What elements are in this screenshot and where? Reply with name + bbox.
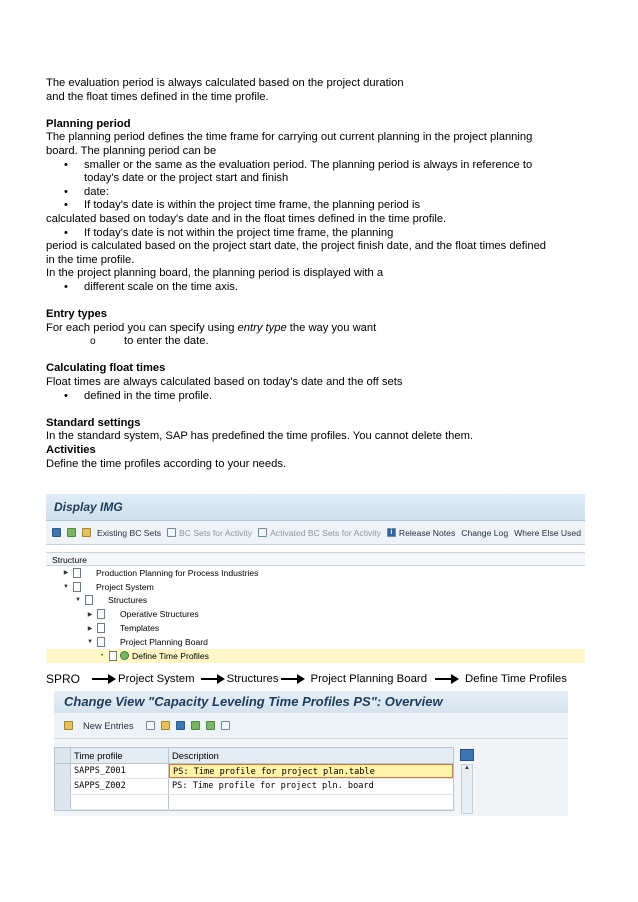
paragraph: In the project planning board, the planning period is displayed with a — [46, 267, 384, 280]
expand-arrow-icon[interactable]: ▶ — [87, 625, 93, 632]
change-log-button[interactable]: Change Log — [461, 527, 509, 538]
collapse-arrow-icon[interactable]: ▼ — [87, 638, 93, 645]
table-row[interactable] — [55, 795, 453, 811]
document-icon — [97, 609, 105, 619]
window-title: Display IMG — [46, 494, 585, 521]
bullet-item: • date: — [46, 186, 586, 200]
arrow-right-icon — [201, 678, 223, 680]
change-view-window — [54, 691, 568, 816]
scroll-up-icon[interactable]: ▲ — [464, 765, 470, 771]
intro-line: and the float times defined in the time profile. — [46, 90, 269, 103]
column-header-time-profile[interactable]: Time profile — [71, 748, 169, 763]
bullet-item: • different scale on the time axis. — [46, 281, 586, 295]
collapse-arrow-icon[interactable]: ▼ — [63, 583, 69, 590]
tree-node[interactable]: ▶ Templates — [87, 623, 160, 634]
column-header-description[interactable]: Description — [172, 750, 219, 761]
path-step: Project System — [118, 673, 195, 685]
execute-clock-icon[interactable] — [120, 651, 129, 660]
bullet-icon: • — [100, 652, 104, 659]
paragraph: period is calculated based on the project start date, the project finish date, and the float times defined — [46, 240, 547, 253]
tree-node-selected[interactable]: • Define Time Profiles — [46, 649, 585, 663]
paragraph: board. The planning period can be — [46, 144, 217, 157]
intro-line: The evaluation period is always calculated based on the project duration — [46, 77, 404, 89]
delete-icon[interactable] — [161, 721, 170, 730]
bc-set-icon — [167, 528, 176, 537]
bc-set-icon — [258, 528, 267, 537]
filter-icon[interactable] — [52, 528, 61, 537]
paragraph: The planning period defines the time frame for carrying out current planning in the project planning — [46, 131, 533, 144]
document-icon — [73, 568, 81, 578]
path-step: Structures — [226, 673, 279, 685]
existing-bc-sets-button[interactable]: Existing BC Sets — [97, 527, 161, 538]
deselect-all-icon[interactable] — [221, 721, 230, 730]
time-profile-cell — [71, 795, 169, 810]
arrow-right-icon — [92, 678, 114, 680]
menu-path — [46, 671, 606, 687]
tree-node[interactable]: ▼ Project System — [63, 581, 154, 592]
table-settings-icon[interactable] — [460, 749, 474, 761]
release-notes-button[interactable]: i Release Notes — [387, 528, 455, 538]
section-heading: Planning period — [46, 117, 131, 130]
expand-arrow-icon[interactable]: ▶ — [63, 570, 69, 577]
bullet-item: • If today's date is within the project time frame, the planning period is — [46, 199, 586, 213]
document-icon — [109, 651, 117, 661]
collapse-arrow-icon[interactable]: ▼ — [75, 597, 81, 604]
info-icon: i — [387, 528, 396, 537]
table-row[interactable] — [55, 779, 453, 795]
paragraph: in the time profile. — [46, 253, 135, 266]
paragraph: calculated based on today's date and in the float times defined in the time profile. — [46, 212, 447, 225]
select-all-icon[interactable] — [191, 721, 200, 730]
cv-toolbar — [54, 713, 568, 739]
display-img-window — [46, 494, 585, 665]
paragraph: Float times are always calculated based on today's date and the off sets — [46, 376, 403, 389]
document-icon — [97, 623, 105, 633]
arrow-right-icon — [281, 678, 303, 680]
emphasis: entry type — [237, 321, 287, 334]
bullet-list — [46, 227, 586, 241]
new-entries-button[interactable]: New Entries — [83, 720, 134, 731]
window-title: Change View "Capacity Leveling Time Profiles PS": Overview — [54, 691, 568, 713]
where-else-used-button[interactable]: Where Else Used — [514, 527, 581, 538]
undo-icon[interactable] — [176, 721, 185, 730]
img-toolbar — [46, 521, 585, 545]
tree-node[interactable]: ▼ Structures — [75, 595, 148, 606]
document-icon — [85, 595, 93, 605]
bc-sets-for-activity-button[interactable]: BC Sets for Activity — [167, 528, 252, 538]
path-step: Define Time Profiles — [465, 673, 567, 685]
table-header — [55, 748, 453, 764]
vertical-scrollbar[interactable] — [461, 764, 473, 814]
section-heading: Calculating float times — [46, 362, 166, 375]
paragraph: In the standard system, SAP has predefined the time profiles. You cannot delete them. — [46, 430, 474, 443]
transaction-code: SPRO — [46, 672, 81, 686]
sub-list — [46, 335, 586, 349]
bullet-item: • defined in the time profile. — [46, 390, 586, 404]
paragraph: For each period you can specify using entry type the way you want — [46, 321, 377, 334]
row-selector[interactable] — [55, 795, 71, 810]
select-block-icon[interactable] — [206, 721, 215, 730]
arrow-right-icon — [435, 678, 457, 680]
path-step: Project Planning Board — [310, 673, 428, 685]
document-icon[interactable] — [82, 528, 91, 537]
time-profile-cell: SAPPS_Z001 — [71, 764, 169, 779]
document-icon — [73, 582, 81, 592]
img-tree — [46, 552, 585, 663]
description-input[interactable]: PS: Time profile for project pln. board — [172, 781, 374, 791]
section-heading: Standard settings — [46, 416, 141, 429]
description-input[interactable]: PS: Time profile for project plan.table — [169, 764, 453, 779]
tree-node[interactable]: ▶ Operative Structures — [87, 609, 199, 620]
expand-arrow-icon[interactable]: ▶ — [87, 611, 93, 618]
glasses-icon[interactable] — [64, 721, 73, 730]
table-side-controls — [456, 747, 478, 816]
check-icon[interactable] — [67, 528, 76, 537]
time-profiles-table — [54, 747, 454, 811]
row-selector[interactable] — [55, 764, 71, 779]
bullet-list — [46, 281, 586, 295]
tree-header: Structure — [46, 552, 585, 566]
document-text — [46, 77, 586, 471]
document-icon — [97, 637, 105, 647]
paragraph: Define the time profiles according to your needs. — [46, 457, 287, 470]
bullet-item: • smaller or the same as the evaluation period. The planning period is always in reference to today's date or the project start and finish — [46, 159, 586, 186]
section-heading: Entry types — [46, 308, 107, 321]
copy-icon[interactable] — [146, 721, 155, 730]
bullet-list — [46, 390, 586, 404]
bullet-list — [46, 159, 586, 213]
select-all-cell[interactable] — [55, 748, 71, 763]
table-row[interactable] — [55, 764, 453, 780]
bullet-item: • If today's date is not within the project time frame, the planning — [46, 227, 586, 241]
tree-node[interactable]: ▶ Production Planning for Process Industries — [63, 567, 259, 578]
section-heading: Activities — [46, 444, 96, 457]
activated-bc-sets-button[interactable]: Activated BC Sets for Activity — [258, 528, 381, 538]
row-selector[interactable] — [55, 779, 71, 794]
description-input[interactable] — [169, 795, 453, 810]
sub-item: o to enter the date. — [46, 335, 586, 349]
time-profile-cell: SAPPS_Z002 — [71, 779, 169, 794]
tree-node[interactable]: ▼ Project Planning Board — [87, 636, 208, 647]
